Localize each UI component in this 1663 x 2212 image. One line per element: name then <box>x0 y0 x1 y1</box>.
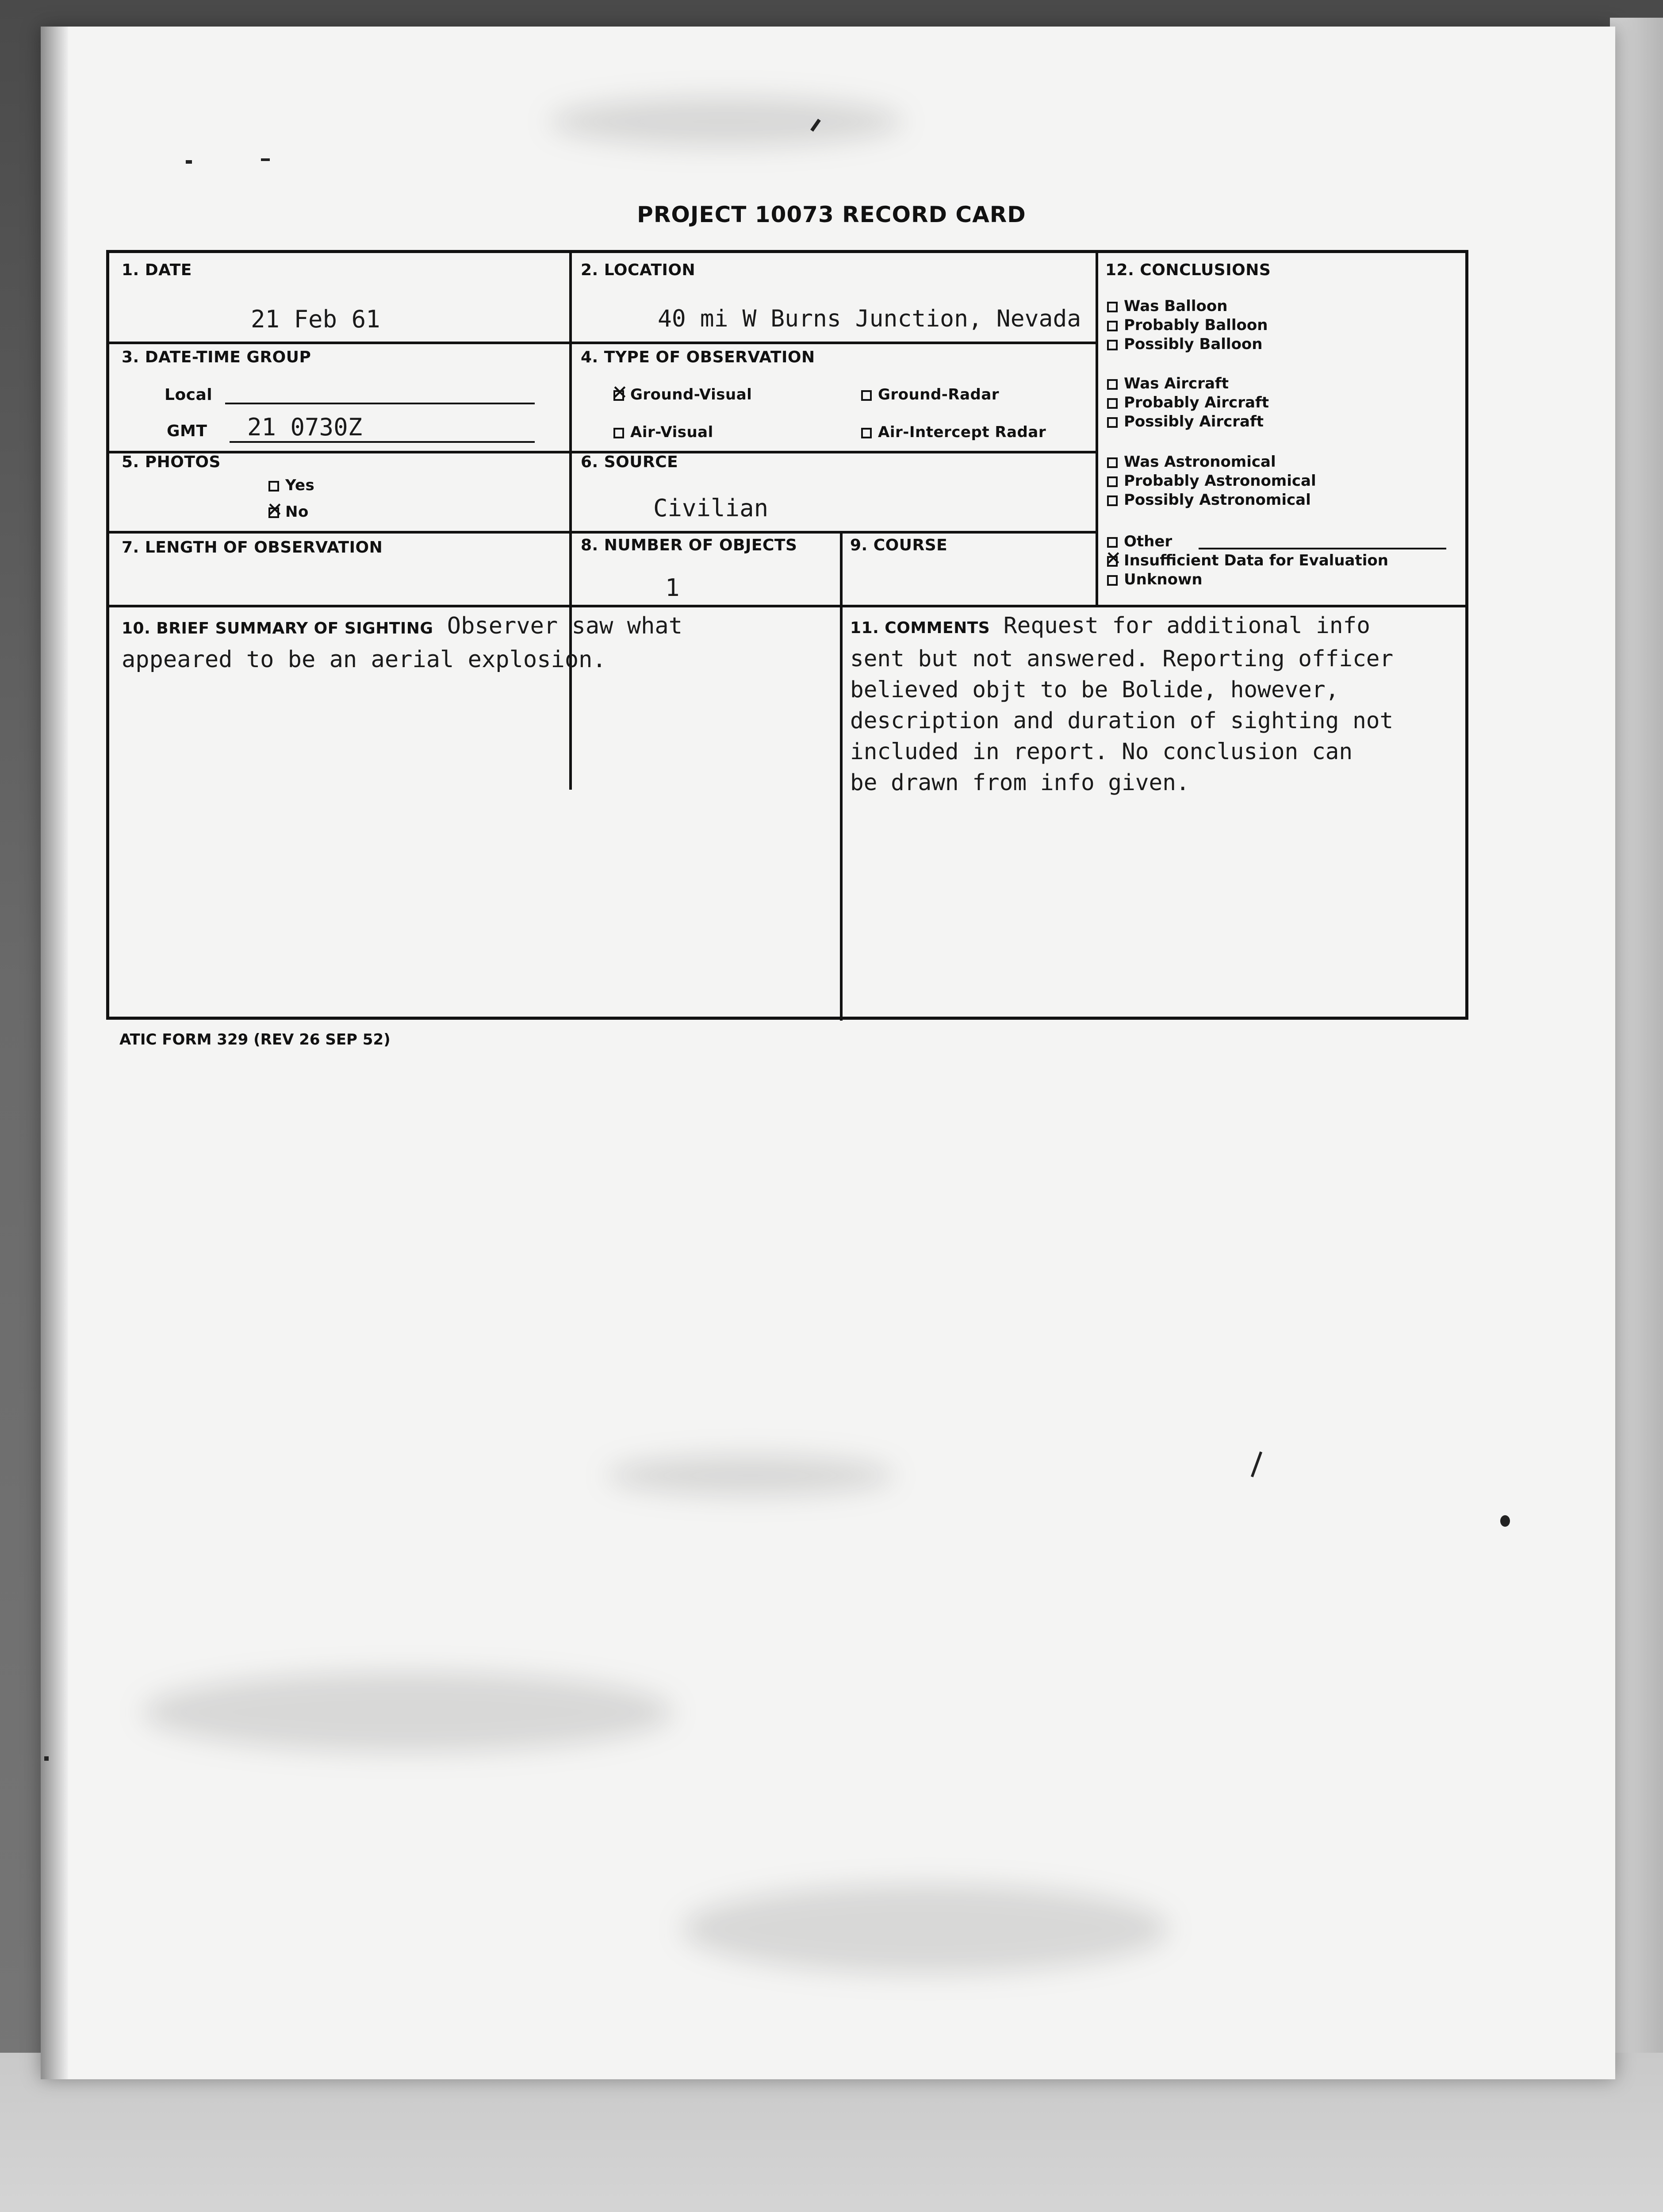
option-air-intercept-radar: Air-Intercept Radar <box>861 423 1046 441</box>
option-photos-yes: Yes <box>268 476 314 494</box>
probably-aircraft-checkbox[interactable] <box>1107 398 1118 409</box>
insufficient-data-checkbox[interactable] <box>1107 556 1118 567</box>
type-of-observation-label: 4. TYPE OF OBSERVATION <box>581 348 815 366</box>
conclusion-probably-astronomical: Probably Astronomical <box>1107 472 1316 490</box>
possibly-astronomical-checkbox[interactable] <box>1107 495 1118 506</box>
conclusion-probably-balloon: Probably Balloon <box>1107 316 1268 334</box>
brief-summary-block <box>122 611 834 675</box>
conclusion-probably-aircraft: Probably Aircraft <box>1107 394 1269 411</box>
possibly-balloon-checkbox[interactable] <box>1107 340 1118 350</box>
conclusion-unknown: Unknown <box>1107 571 1203 588</box>
stray-mark <box>44 1756 49 1761</box>
was-balloon-checkbox[interactable] <box>1107 302 1118 312</box>
record-card-form <box>106 250 1468 1020</box>
brief-summary-value-line1: Observer saw what <box>447 613 682 639</box>
comments-value-line6: be drawn from info given. <box>850 770 1190 796</box>
date-label: 1. DATE <box>122 261 192 279</box>
conclusion-insufficient-data: ✕Insufficient Data for Evaluation <box>1107 552 1388 569</box>
length-of-observation-label: 7. LENGTH OF OBSERVATION <box>122 538 383 557</box>
conclusion-other: Other <box>1107 533 1172 550</box>
location-label: 2. LOCATION <box>581 261 696 279</box>
possibly-aircraft-checkbox[interactable] <box>1107 417 1118 428</box>
conclusion-possibly-aircraft: Possibly Aircraft <box>1107 413 1264 430</box>
photos-yes-checkbox[interactable] <box>268 481 279 492</box>
gmt-label: GMT <box>167 422 207 440</box>
number-of-objects-value: 1 <box>665 574 680 602</box>
brief-summary-value-line2: appeared to be an aerial explosion. <box>122 646 606 673</box>
comments-value-line5: included in report. No conclusion can <box>850 739 1353 765</box>
probably-balloon-checkbox[interactable] <box>1107 321 1118 331</box>
local-underline <box>225 403 535 404</box>
date-value: 21 Feb 61 <box>251 305 380 333</box>
source-label: 6. SOURCE <box>581 453 678 471</box>
photos-no-checkbox[interactable] <box>268 507 279 518</box>
probably-astronomical-checkbox[interactable] <box>1107 476 1118 487</box>
conclusion-was-balloon: Was Balloon <box>1107 297 1227 315</box>
page-title: PROJECT 10073 RECORD CARD <box>637 202 1026 227</box>
was-astronomical-checkbox[interactable] <box>1107 457 1118 468</box>
option-air-visual: Air-Visual <box>613 423 713 441</box>
air-visual-checkbox[interactable] <box>613 428 624 438</box>
comments-value-line1: Request for additional info <box>1003 613 1370 639</box>
stray-mark <box>1500 1515 1510 1527</box>
form-number: ATIC FORM 329 (REV 26 SEP 52) <box>119 1031 391 1048</box>
number-of-objects-label: 8. NUMBER OF OBJECTS <box>581 536 797 554</box>
location-value: 40 mi W Burns Junction, Nevada <box>658 305 1081 332</box>
other-checkbox[interactable] <box>1107 537 1118 548</box>
conclusion-possibly-balloon: Possibly Balloon <box>1107 335 1263 353</box>
gmt-value: 21 0730Z <box>247 413 363 441</box>
option-photos-no: ✕No <box>268 503 309 521</box>
comments-value-line4: description and duration of sighting not <box>850 708 1394 734</box>
comments-value-line2: sent but not answered. Reporting officer <box>850 646 1394 672</box>
unknown-checkbox[interactable] <box>1107 575 1118 586</box>
photos-label: 5. PHOTOS <box>122 453 221 471</box>
conclusions-label: 12. CONCLUSIONS <box>1105 261 1271 279</box>
comments-label: 11. COMMENTS <box>850 619 990 637</box>
source-value: Civilian <box>653 494 769 522</box>
brief-summary-label: 10. BRIEF SUMMARY OF SIGHTING <box>122 619 433 637</box>
conclusion-was-aircraft: Was Aircraft <box>1107 375 1229 392</box>
course-label: 9. COURSE <box>850 536 948 554</box>
comments-value-line3: believed objt to be Bolide, however, <box>850 677 1339 703</box>
date-time-group-label: 3. DATE-TIME GROUP <box>122 348 311 366</box>
conclusion-possibly-astronomical: Possibly Astronomical <box>1107 491 1311 509</box>
other-underline <box>1199 548 1446 549</box>
gmt-underline <box>230 441 535 443</box>
conclusion-was-astronomical: Was Astronomical <box>1107 453 1276 471</box>
local-label: Local <box>165 386 213 404</box>
stray-mark <box>261 158 270 161</box>
option-ground-visual: ✕Ground-Visual <box>613 386 752 403</box>
option-ground-radar: Ground-Radar <box>861 386 999 403</box>
comments-block <box>850 611 1467 799</box>
stray-mark <box>186 160 192 164</box>
photo-edge-strip <box>1610 18 1663 2062</box>
air-intercept-radar-checkbox[interactable] <box>861 428 872 438</box>
ground-radar-checkbox[interactable] <box>861 390 872 401</box>
was-aircraft-checkbox[interactable] <box>1107 379 1118 390</box>
ground-visual-checkbox[interactable] <box>613 390 624 401</box>
